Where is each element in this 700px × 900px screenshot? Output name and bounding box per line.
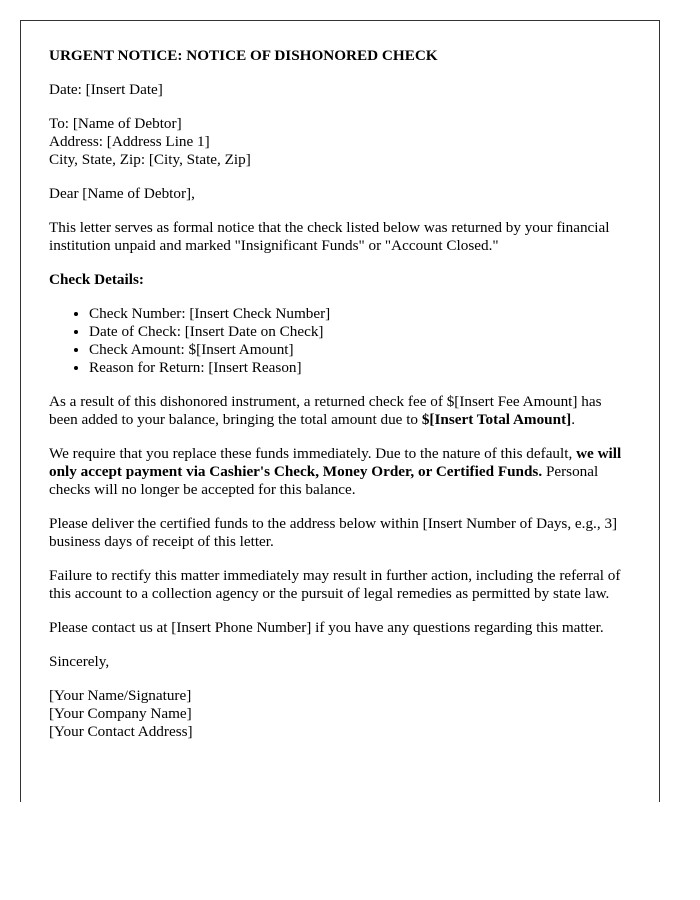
details-heading-text: Check Details:	[49, 271, 144, 288]
fee-paragraph	[49, 393, 631, 429]
signature-company: [Your Company Name]	[49, 705, 192, 722]
detail-return-reason: • Reason for Return: [Insert Reason]	[89, 359, 631, 377]
closing: Sincerely,	[49, 653, 110, 670]
fee-text: As a result of this dishonored instrument, a returned check fee of $[Insert Fee Amount] has been added to your balance, bringing the total amount due to	[49, 393, 602, 428]
deliver-paragraph: Please deliver the certified funds to the address below within [Insert Number of Days, e.g., 3] business days of receipt of this letter.	[49, 515, 618, 550]
recipient-city: City, State, Zip: [City, State, Zip]	[49, 151, 251, 168]
intro-paragraph: This letter serves as formal notice that the check listed below was returned by your financial institution unpaid and marked "Insignificant Funds" or "Account Closed."	[49, 219, 610, 254]
replace-paragraph	[49, 445, 631, 499]
date-line: Date: [Insert Date]	[49, 81, 163, 98]
recipient-block	[49, 115, 631, 169]
recipient-address: Address: [Address Line 1]	[49, 133, 210, 150]
salutation: Dear [Name of Debtor],	[49, 185, 195, 202]
replace-text: We require that you replace these funds immediately. Due to the nature of this default,	[49, 445, 577, 462]
failure-paragraph: Failure to rectify this matter immediately may result in further action, including the referral of this account to a collection agency or the pursuit of legal remedies as permitted by state law.	[49, 567, 621, 602]
signature-name: [Your Name/Signature]	[49, 687, 192, 704]
fee-total: $[Insert Total Amount]	[421, 411, 572, 428]
details-heading	[49, 271, 631, 289]
replace-bold: we will only accept payment via Cashier's Check, Money Order, or Certified Funds.	[49, 445, 622, 480]
fee-end: .	[571, 411, 575, 428]
detail-check-amount: • Check Amount: $[Insert Amount]	[89, 341, 631, 359]
signature-block	[49, 687, 631, 741]
replace-end: Personal checks will no longer be accepted for this balance.	[49, 463, 599, 498]
contact-paragraph: Please contact us at [Insert Phone Number] if you have any questions regarding this matter.	[49, 619, 604, 636]
signature-address: [Your Contact Address]	[49, 723, 193, 740]
detail-check-date: • Date of Check: [Insert Date on Check]	[89, 323, 631, 341]
recipient-to: To: [Name of Debtor]	[49, 115, 182, 132]
letter-title: URGENT NOTICE: NOTICE OF DISHONORED CHECK	[49, 47, 438, 64]
detail-check-number: • Check Number: [Insert Check Number]	[89, 305, 631, 323]
check-details-list	[49, 305, 631, 377]
letter-page	[20, 20, 660, 802]
